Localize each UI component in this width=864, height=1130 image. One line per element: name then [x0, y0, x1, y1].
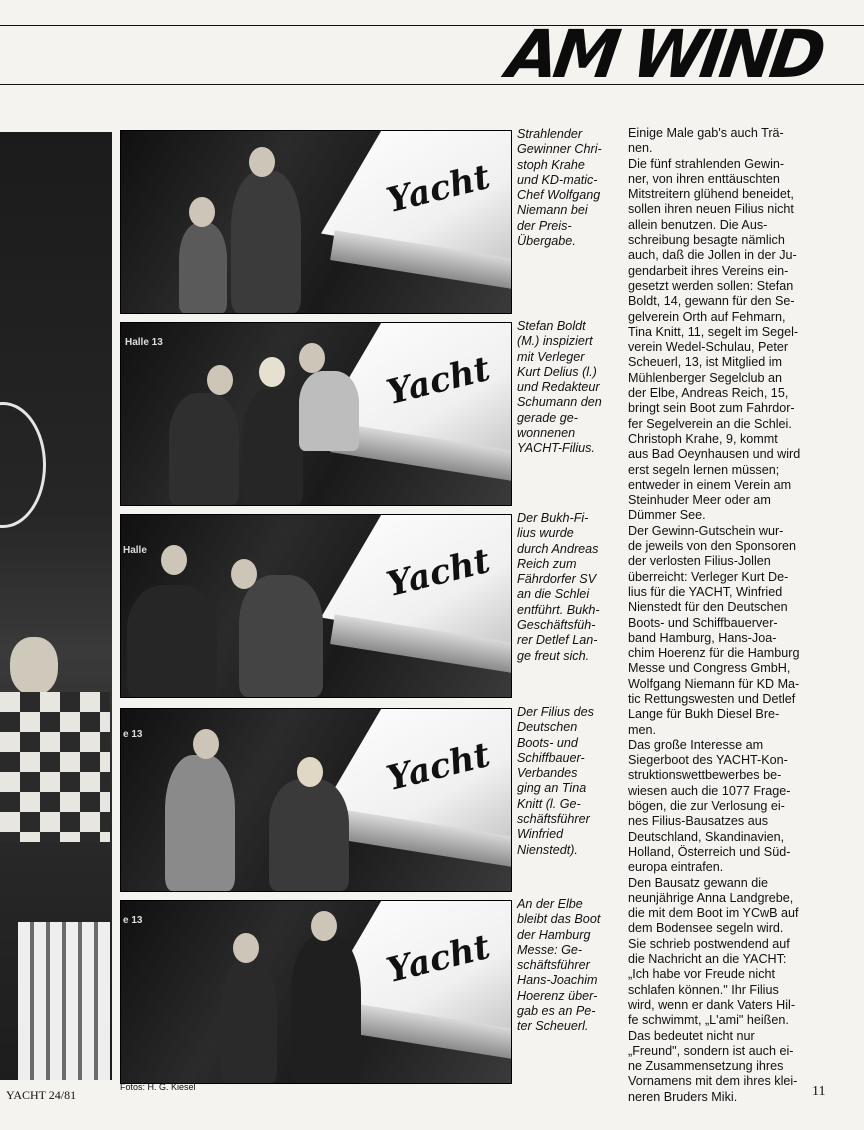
photo-1 — [120, 130, 512, 314]
caption-line: der Preis- — [517, 218, 572, 233]
caption-line: An der Elbe — [517, 897, 583, 911]
caption-line: Boots- und — [517, 735, 578, 750]
article-line: schlafen können." Ihr Filius — [628, 982, 779, 997]
hall-sign: e 13 — [123, 915, 143, 926]
article-line: überreicht: Verleger Kurt De- — [628, 569, 789, 584]
article-line: allein benutzen. Die Aus- — [628, 217, 768, 232]
photo-4 — [120, 708, 512, 892]
article-line: wiesen auch die 1077 Frage- — [628, 783, 791, 798]
article-line: bögen, die zur Verlosung ei- — [628, 799, 785, 814]
photo-caption-3 — [517, 511, 621, 664]
photo-caption-2 — [517, 319, 621, 457]
person-head — [189, 197, 215, 227]
caption-line: Chef Wolfgang — [517, 188, 601, 203]
article-line: men. — [628, 722, 656, 737]
caption-line: entführt. Bukh- — [517, 602, 600, 617]
sail-brand-label: Yacht — [382, 348, 495, 414]
caption-line: ge freut sich. — [517, 648, 590, 663]
article-line: lius für die YACHT, Winfried — [628, 584, 783, 599]
page-number: 11 — [812, 1084, 826, 1099]
article-line: Das bedeutet nicht nur — [628, 1028, 755, 1043]
photo-caption-5 — [517, 897, 621, 1035]
article-line: fe schwimmt, „L'ami" heißen. — [628, 1013, 789, 1028]
caption-line: mit Verleger — [517, 349, 585, 364]
article-line: Der Gewinn-Gutschein wur- — [628, 523, 784, 538]
caption-line: Messe: Ge- — [517, 942, 583, 957]
hall-sign: Halle — [123, 545, 147, 556]
caption-line: Reich zum — [517, 556, 577, 571]
caption-line: Hans-Joachim — [517, 973, 598, 988]
article-line: neren Bruders Miki. — [628, 1089, 738, 1104]
article-line: de jeweils von den Sponsoren — [628, 539, 797, 554]
caption-line: ging an Tina — [517, 781, 587, 796]
caption-line: Schiffbauer- — [517, 750, 585, 765]
article-line: der Elbe, Andreas Reich, 15, — [628, 386, 789, 401]
article-line: ner, von ihren enttäuschten — [628, 171, 780, 186]
article-line: struktionswettbewerbes be- — [628, 768, 782, 783]
caption-line: Nienstedt). — [517, 842, 578, 857]
article-line: schreibung besagte nämlich — [628, 233, 785, 248]
article-line: Boots- und Schiffbauerver- — [628, 615, 778, 630]
magazine-issue: YACHT 24/81 — [6, 1088, 77, 1102]
article-line: Tina Knitt, 11, segelt im Segel- — [628, 324, 799, 339]
caption-line: Deutschen — [517, 720, 578, 735]
caption-line: Hoerenz über- — [517, 988, 598, 1003]
caption-line: ter Scheuerl. — [517, 1019, 589, 1034]
caption-line: schäftsführer — [517, 812, 590, 827]
sail-brand-label: Yacht — [382, 540, 495, 606]
caption-line: schäftsführer — [517, 958, 590, 973]
caption-line: gerade ge- — [517, 410, 578, 425]
article-line: der verlosten Filius-Jollen — [628, 554, 771, 569]
article-line: die mit dem Boot im YCwB auf — [628, 906, 799, 921]
person-boy — [179, 223, 227, 313]
article-line: Messe und Congress GmbH, — [628, 661, 791, 676]
caption-line: Übergabe. — [517, 234, 576, 249]
photo-caption-1 — [517, 127, 621, 249]
caption-line: Geschäftsfüh- — [517, 618, 596, 633]
caption-line: stoph Krahe — [517, 157, 585, 172]
radiator — [18, 922, 110, 1080]
person-man — [165, 755, 235, 891]
person-head — [161, 545, 187, 575]
article-line: wird, wenn er dank Vaters Hil- — [628, 997, 796, 1012]
article-line: Siegerboot des YACHT-Kon- — [628, 753, 788, 768]
masthead-title: AM WIND — [502, 16, 826, 93]
person-face — [10, 637, 58, 695]
article-line: Mühlenberger Segelclub an — [628, 370, 783, 385]
person-man — [231, 171, 301, 313]
sail-brand-label: Yacht — [382, 926, 495, 992]
caption-line: gab es an Pe- — [517, 1004, 596, 1019]
article-line: „Freund", sondern ist auch ei- — [628, 1043, 794, 1058]
caption-line: (M.) inspiziert — [517, 334, 593, 349]
article-line: Steinhuder Meer oder am — [628, 493, 771, 508]
person-head — [297, 757, 323, 787]
article-line: Die fünf strahlenden Gewin- — [628, 156, 785, 171]
caption-line: YACHT-Filius. — [517, 441, 595, 456]
person-head — [207, 365, 233, 395]
article-line: bringt sein Boot zum Fahrdor- — [628, 401, 795, 416]
person-boy — [221, 959, 277, 1083]
article-line: gendarbeit ihres Vereins ein- — [628, 263, 789, 278]
person-head — [233, 933, 259, 963]
article-line: erst segeln lernen müssen; — [628, 462, 780, 477]
caption-line: Schumann den — [517, 395, 602, 410]
caption-line: Verbandes — [517, 766, 578, 781]
article-line: europa eintrafen. — [628, 860, 724, 875]
caption-line: rer Detlef Lan- — [517, 633, 598, 648]
caption-line: bleibt das Boot — [517, 912, 601, 927]
article-line: Boldt, 14, gewann für den Se- — [628, 294, 795, 309]
article-line: chim Hoerenz für die Hamburg — [628, 646, 800, 661]
caption-line: Niemann bei — [517, 203, 588, 218]
article-line: Vornamens mit dem ihres klei- — [628, 1074, 798, 1089]
article-line: Holland, Österreich und Süd- — [628, 844, 791, 859]
person-head — [193, 729, 219, 759]
article-line: entweder in einem Verein am — [628, 477, 792, 492]
caption-line: durch Andreas — [517, 541, 599, 556]
left-edge-photo — [0, 132, 112, 1080]
person-boy — [243, 389, 303, 505]
article-line: sollen ihren neuen Filius nicht — [628, 202, 794, 217]
article-line: Wolfgang Niemann für KD Ma- — [628, 676, 800, 691]
caption-line: Strahlender — [517, 127, 583, 141]
article-line: band Hamburg, Hans-Joa- — [628, 630, 777, 645]
article-line: Dümmer See. — [628, 508, 706, 523]
article-line: Nienstedt für den Deutschen — [628, 600, 788, 615]
article-line: Einige Male gab's auch Trä- — [628, 126, 784, 140]
article-line: Den Bausatz gewann die — [628, 875, 769, 890]
caption-line: Der Filius des — [517, 705, 594, 719]
article-line: Lange für Bukh Diesel Bre- — [628, 707, 780, 722]
argyle-sweater — [0, 692, 110, 842]
article-line: ne Zusammensetzung ihres — [628, 1059, 784, 1074]
article-line: gelverein Orth auf Fehmarn, — [628, 309, 786, 324]
person-head — [231, 559, 257, 589]
article-line: die Nachricht an die YACHT: — [628, 952, 787, 967]
article-line: Das große Interesse am — [628, 737, 764, 752]
caption-line: Winfried — [517, 827, 564, 842]
article-line: auch, daß die Jollen in der Ju- — [628, 248, 797, 263]
person-head — [311, 911, 337, 941]
hall-sign: e 13 — [123, 729, 143, 740]
person-editor — [299, 371, 359, 451]
article-line: Christoph Krahe, 9, kommt — [628, 431, 778, 446]
caption-line: lius wurde — [517, 526, 574, 541]
article-line: dem Bodensee segeln wird. — [628, 921, 784, 936]
article-line: aus Bad Oeynhausen und wird — [628, 447, 801, 462]
article-line: Sie schrieb postwendend auf — [628, 936, 790, 951]
caption-line: Gewinner Chri- — [517, 142, 602, 157]
article-line: „Ich habe vor Freude nicht — [628, 967, 776, 982]
caption-line: Fährdorfer SV — [517, 572, 597, 587]
person-head — [249, 147, 275, 177]
article-body — [628, 126, 826, 1105]
person-head — [299, 343, 325, 373]
article-line: gesetzt werden sollen: Stefan — [628, 278, 794, 293]
article-line: verein Wedel-Schulau, Peter — [628, 340, 789, 355]
photo-2 — [120, 322, 512, 506]
sail-brand-label: Yacht — [382, 156, 495, 222]
article-line: nes Filius-Bausatzes aus — [628, 814, 768, 829]
person-man — [291, 935, 361, 1083]
caption-line: an die Schlei — [517, 587, 590, 602]
article-line: Deutschland, Skandinavien, — [628, 829, 785, 844]
article-line: nen. — [628, 141, 653, 156]
article-line: tic Rettungswesten und Detlef — [628, 691, 796, 706]
photo-credit: Fotos: H. G. Kiesel — [120, 1082, 196, 1092]
caption-line: und KD-matic- — [517, 172, 598, 187]
caption-line: Der Bukh-Fi- — [517, 511, 589, 525]
photo-3 — [120, 514, 512, 698]
person-head — [259, 357, 285, 387]
caption-line: Stefan Boldt — [517, 319, 586, 333]
caption-line: wonnenen — [517, 426, 576, 441]
photo-caption-4 — [517, 705, 621, 858]
caption-line: Kurt Delius (l.) — [517, 364, 597, 379]
photo-5 — [120, 900, 512, 1084]
person-publisher — [169, 393, 239, 505]
sail-brand-label: Yacht — [382, 734, 495, 800]
caption-line: der Hamburg — [517, 927, 591, 942]
person-boy — [239, 575, 323, 697]
article-line: fer Segelverein an die Schlei. — [628, 416, 792, 431]
caption-line: Knitt (l. Ge- — [517, 796, 581, 811]
person-girl — [269, 779, 349, 891]
caption-line: und Redakteur — [517, 380, 600, 395]
rope-loop — [0, 402, 46, 528]
person-bearded-man — [127, 585, 217, 697]
article-line: Mitstreitern glühend beneidet, — [628, 187, 794, 202]
hall-sign: Halle 13 — [125, 337, 163, 348]
article-line: neunjährige Anna Landgrebe, — [628, 890, 794, 905]
article-line: Scheuerl, 13, ist Mitglied im — [628, 355, 782, 370]
